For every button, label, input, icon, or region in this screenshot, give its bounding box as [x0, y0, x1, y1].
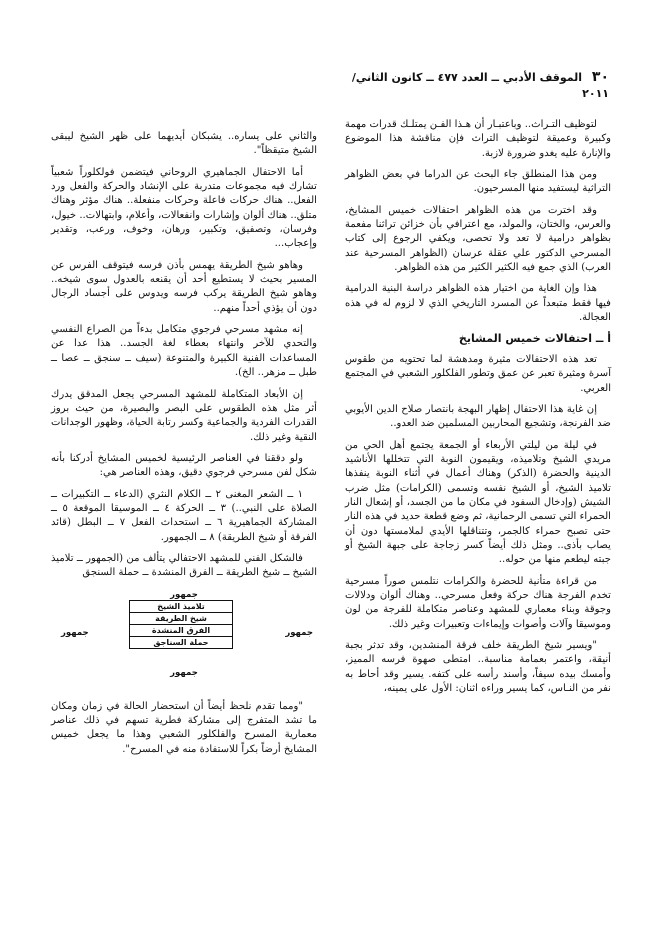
- paragraph: أما الاحتفال الجماهيري الروحاني فيتضمن فولكلوراً شعبياً تشارك فيه مجموعات متدربة على الإنشاد والحركة والفعل ورد الفعل.. هناك حركات فاعلة وحركات منفعلة.. هناك مؤثر وهناك متلق.. هناك ألوان وإشارات وانفعالات، وأعلام، وابتهالات.. خيول، وفرسان، وتصفيق، وتكبير، ورهان، وخوف، ورعب، وتقدير وإعجاب...: [51, 166, 317, 250]
- paragraph: إن غاية هذا الاحتفال إظهار البهجة بانتصار صلاح الدين الأيوبي ضد الفرنجة، وتشجيع المحاربين المسلمين ضد العدو..: [345, 403, 611, 430]
- diagram-label-bottom: جمهور: [170, 667, 198, 678]
- paragraph: وهاهو شيخ الطريقة يهمس بأذن فرسه فيتوقف الفرس عن المسير بحيث لا يستطيع أحد أن يقنعه بالعدول سوى شيخه.. وهاهو شيخ الطريقة يركب فرسه ويدوس على أجساد الرجال دون أن يؤذي أحداً منهم..: [51, 259, 317, 314]
- section-heading: أ ــ احتفالات خميس المشايخ: [458, 332, 611, 346]
- page-header: [309, 70, 609, 101]
- journal-title: الموقف الأدبي ــ العدد ٤٧٧ ــ كانون الثاني/: [351, 71, 583, 84]
- paragraph: لتوظيف التـراث.. وباعتبـار أن هـذا الفـن يمتلـك قدرات مهمة وكبيرة وعميقة لتوظيف التراث فإن مناقشة هذا الموضوع والإنارة عليه يغدو ضرورة لازبة.: [345, 119, 611, 159]
- paragraph: "ويسير شيخ الطريقة خلف فرقة المنشدين، وقد تدثر بجبة أنيقة، واعتمر بعمامة مناسبة.. امتطى صهوة فرسه المميز، وأمسك بيده سيفاً، وأسند رأسه على كتفه. يسير وقد أحاط به نفر من النـاس، كما يسير وراءه اثنان: الأول على يمينه،: [345, 640, 611, 695]
- paragraph: إن الأبعاد المتكاملة للمشهد المسرحي يجعل المدقق يدرك أثر مثل هذه الطقوس على البصر والبصيرة، من حيث بروز القدرات الفردية والجماعية وكسر رتابة الحياة، وظهور الوجدانات النقية وغير ذلك.: [51, 388, 317, 443]
- diagram-label-left: جمهور: [61, 627, 89, 638]
- paragraph: هذا وإن الغاية من اختيار هذه الظواهر دراسة البنية الدرامية فيها فقط متبعداً عن المسرد التاريخي الذي لا لزوم له في هذه العجالة.: [345, 283, 611, 324]
- diagram-row: تلاميذ الشيخ: [130, 600, 233, 612]
- diagram-label-right: جمهور: [285, 627, 313, 638]
- diagram-label-top: جمهور: [170, 589, 198, 600]
- diagram-row: شيخ الطريقة: [130, 612, 233, 624]
- paragraph: ولو دققنا في العناصر الرئيسية لخميس المشايخ أدركنا بأنه شكل لفن مسرحي فرجوي دقيق، وهذه العناصر هي:: [51, 452, 317, 479]
- diagram-row: حملة السناجق: [130, 636, 233, 648]
- paragraph: وقد اخترت من هذه الظواهر احتفالات خميس المشايخ، والعرس، والختان، والمولد، مع اعترافي بأن خزائن تراثنا مفعمة بظواهر درامية لا تعد ولا تحصى، ويكفي الرجوع إلى كتاب المسرحي الدكتور علي عقلة عرسان (الظواهر المسرحية عند العرب) الذي جمع فيه الكثير الكثير من هذه الظواهر.: [345, 204, 611, 274]
- paragraph: ١ ــ الشعر المغنى ٢ ــ الكلام النثري (الدعاء ــ التكبيرات ــ الصلاة على النبي..) ٣ ــ الحركة ٤ ــ الموسيقا الموقعة ٥ ــ المشاركة الجماهيرية ٦ ــ استحداث الفعل ٧ ــ البطل (قائد الفرقة أو شيخ الطريقة) ٨ ــ الجمهور.: [51, 488, 318, 543]
- ceremony-diagram: [51, 588, 317, 692]
- paragraph: ومن هذا المنطلق جاء البحث عن الدراما في بعض الظواهر التراثية ليستفيد منها المسرحيون.: [345, 169, 611, 195]
- paragraph: فالشكل الفني للمشهد الاحتفالي يتألف من (الجمهور ــ تلاميذ الشيخ ــ شيخ الطريقة ــ الفرق المنشدة ــ حملة السنجق: [51, 552, 317, 579]
- issue-year: ٢٠١١: [582, 87, 609, 100]
- page-number: ٣٠: [591, 69, 609, 85]
- paragraph: إنه مشهد مسرحي فرجوي متكامل بدءاً من الصراع النفسي والتحدي للآخر وانتهاء بعطاء لغة الجسد.. هذا عدا عن المساعدات الفنية الكبيرة والمتنوعة (سيف ــ سنجق ــ عصا ــ طبل ــ مزهر.. الخ).: [51, 324, 317, 379]
- left-column: [51, 130, 317, 764]
- paragraph: تعد هذه الاحتفالات مثيرة ومدهشة لما تحتويه من طقوس آسرة ومثيرة تعبر عن عمق وتطور الفلكلور الشعبي في المجتمع العربي.: [345, 353, 611, 394]
- diagram-table: [129, 600, 233, 649]
- paragraph: في ليلة من ليلتي الأربعاء أو الجمعة يجتمع أهل الحي من مريدي الشيخ وتلاميذه، ويقيمون النوبة التي تتخللها الأناشيد الدينية والحضرة (الذكر) وهناك أعمال في أثناء النوبة ينفذها تلاميذ الشيخ، أو الشيخ نفسه وتسمى (الكرامات) مثل ضرب الشيش (وإدخال السفود في مكان ما من الجسد، أو إشعال النار الحمراء التي تسمى الرحمانية، ثم وضع قطعة حديد في هذه النار حتى تصبح حمراء كالجمر، وتتناقلها الأيدي لملامستها دون أن يصاب بأذى.. ومثل ذلك أيضاً كسر زجاجة على جبهة الشيخ أو جبته ليطعم منها من حوله..: [345, 439, 611, 566]
- paragraph: والثاني على يساره.. يشبكان أيديهما على ظهر الشيخ ليبقى الشيخ متيقظاً".: [51, 131, 317, 157]
- diagram-row: الفرق المنشدة: [130, 624, 233, 636]
- paragraph: "ومما تقدم نلحظ أيضاً أن استحضار الحالة في زمان ومكان ما تشد المتفرج إلى مشاركة فطرية تسهم في ذلك عناصر معمارية المسرح والفلكلور الشعبي وهذا ما يجعل خميس المشايخ أرضاً بكراً للاستفادة منه في المسرح".: [51, 700, 317, 755]
- paragraph: من قراءة متأنية للحضرة والكرامات نتلمس صوراً مسرحية تخدم الفرجة هناك حركة وفعل مسرحي.. وهناك ألوان ودلالات وجوقة وبناء معماري للمشهد وعناصر متكاملة للفرجة من لون وموسيقا وآلات وأصوات وإيماءات وتعبيرات وغير ذلك.: [345, 575, 611, 630]
- right-column: [345, 118, 611, 703]
